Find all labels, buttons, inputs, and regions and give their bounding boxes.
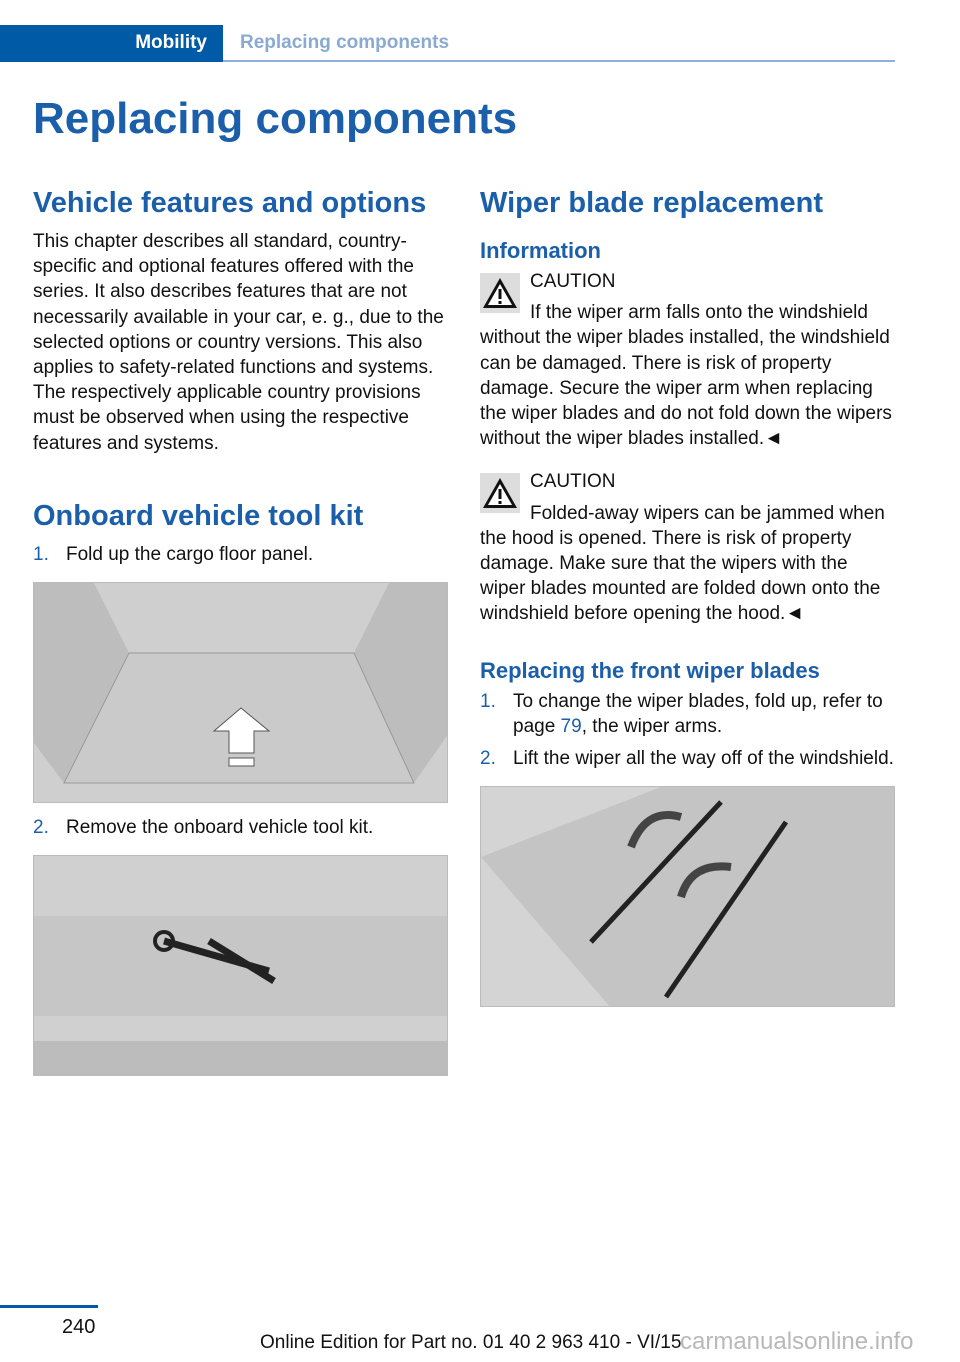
left-column [33,185,448,1076]
page-number: 240 [62,1316,96,1338]
warning-triangle-icon [480,273,520,313]
caution-2 [480,469,895,626]
caution-1 [480,269,895,451]
cargo-illustration [34,583,448,803]
step-text [513,689,895,739]
step-text: Lift the wiper all the way off of the windshield. [513,748,894,770]
right-column [480,185,895,1007]
warning-triangle-icon [480,473,520,513]
heading-wiper: Wiper blade replacement [480,187,824,219]
footer-rule [0,1305,98,1308]
caution-text: Folded-away wipers can be jammed when the hood is opened. There is risk of property damage. Make sure that the wipers with the wiper blades mounted are folded down onto the windshield before opening the hood.◄ [480,502,885,625]
heading-information: Information [480,238,601,263]
caution-label: CAUTION [530,271,616,292]
header-tabs [0,25,895,62]
step-text: Remove the onboard vehicle tool kit. [66,817,374,839]
heading-front-wipers: Replacing the front wiper blades [480,657,820,683]
step-number: 1. [480,690,496,712]
toolkit-illustration [34,856,448,1076]
caution-label: CAUTION [530,471,616,493]
page-link[interactable]: 79 [560,715,582,737]
step-1 [33,542,448,567]
features-text: This chapter describes all standard, country-specific and optional features offered with the series. It also describes features that are not necessarily available in your car, e. g., due to the selected options or country versions. This also applies to safety-related functions and systems. The respectively applicable country provisions must be observed when using the respective features and systems. [33,231,444,454]
step-text-post: , the wiper arms. [581,715,723,737]
step-number: 1. [33,543,49,565]
step-text-pre: To change the wiper blades, fold up, refer to page [513,690,883,737]
section-tab[interactable]: Mobility [0,25,223,62]
heading-toolkit: Onboard vehicle tool kit [33,499,364,532]
heading-features: Vehicle features and options [33,187,427,219]
wiper-image [480,786,895,1007]
step-number: 2. [480,748,496,770]
step-1 [480,689,895,739]
step-text: Fold up the cargo floor panel. [66,543,314,565]
wiper-illustration [481,787,895,1007]
watermark: carmanualsonline.info [680,1328,914,1355]
breadcrumb[interactable]: Replacing components [240,32,450,53]
step-2 [33,815,448,840]
caution-text: If the wiper arm falls onto the windshield without the wiper blades installed, the windshield can be damaged. There is risk of property damage. Secure the wiper arm when replacing the wiper blades and do not fold down the wipers without the wiper blades installed.◄ [480,302,892,450]
page-title: Replacing components [33,94,518,143]
toolkit-image [33,855,448,1076]
edition-text: Online Edition for Part no. 01 40 2 963 410 - VI/15 [260,1332,682,1353]
step-number: 2. [33,817,49,839]
cargo-floor-image [33,582,448,803]
step-2 [480,746,895,771]
